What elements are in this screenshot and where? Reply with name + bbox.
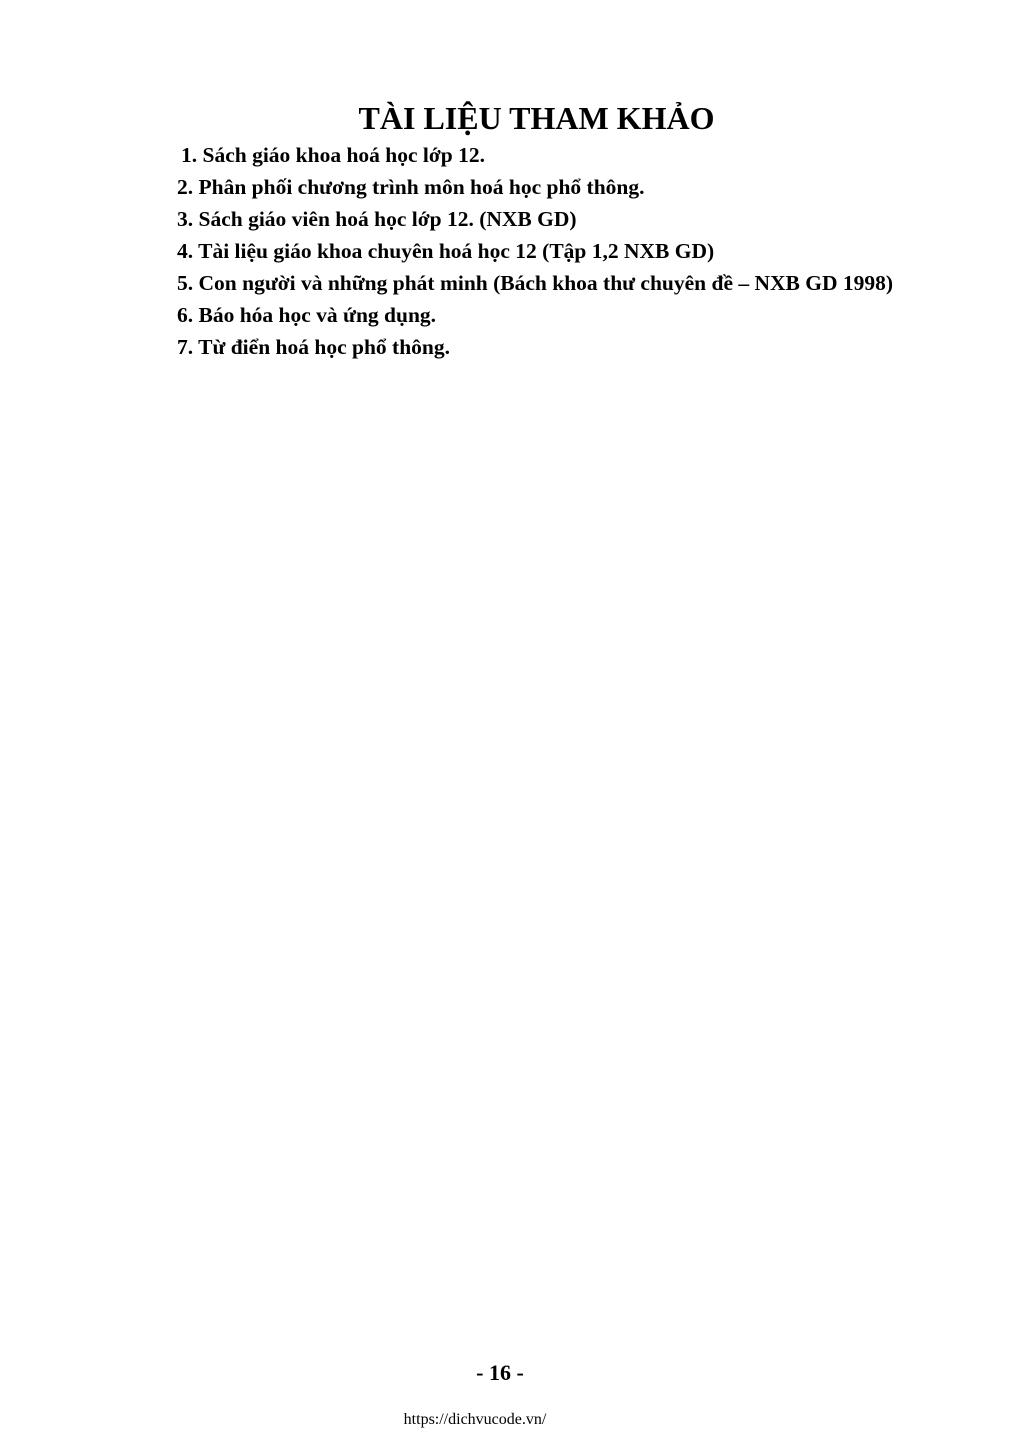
reference-list	[177, 139, 937, 363]
footer-url: https://dichvucode.vn/	[403, 1411, 547, 1428]
reference-item: 7. Từ điển hoá học phổ thông.	[177, 335, 450, 359]
reference-item: 1. Sách giáo khoa hoá học lớp 12.	[181, 143, 486, 167]
page-title: TÀI LIỆU THAM KHẢO	[358, 100, 715, 136]
reference-item: 4. Tài liệu giáo khoa chuyên hoá học 12 (Tập 1,2 NXB GD)	[177, 239, 715, 263]
reference-item: 5. Con người và những phát minh (Bách khoa thư chuyên đề – NXB GD 1998)	[177, 271, 894, 295]
reference-item: 3. Sách giáo viên hoá học lớp 12. (NXB GD)	[177, 207, 577, 231]
reference-item: 2. Phân phối chương trình môn hoá học phổ thông.	[177, 175, 645, 199]
page-number: - 16 -	[476, 1360, 524, 1385]
reference-item: 6. Báo hóa học và ứng dụng.	[177, 303, 437, 327]
